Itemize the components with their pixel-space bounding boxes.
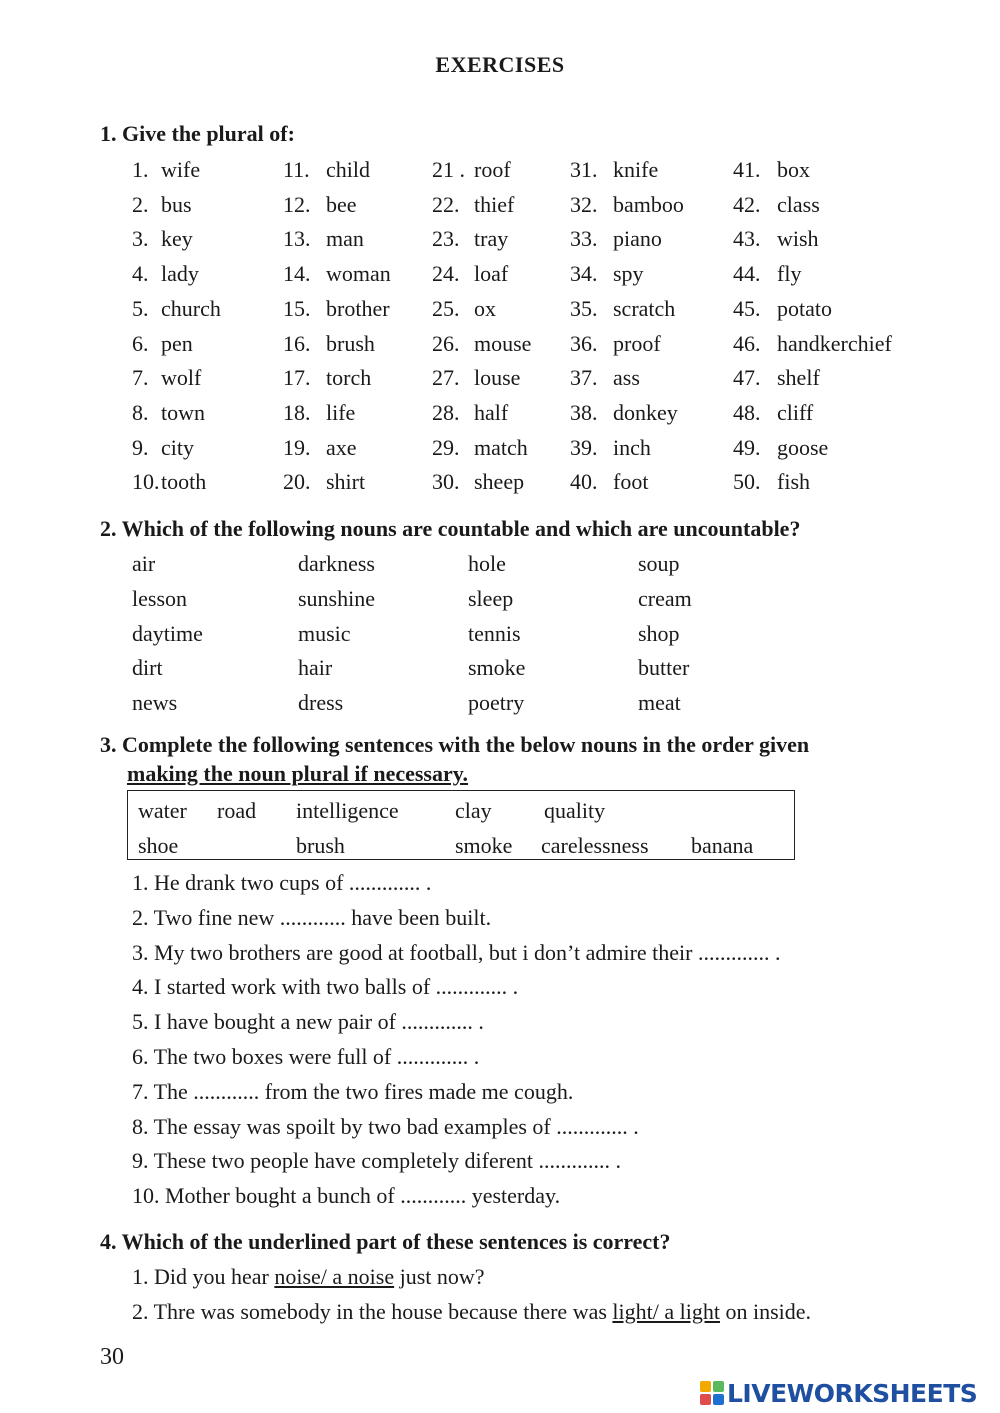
word-bank-item: carelessness (541, 833, 649, 858)
plural-word: roof (474, 157, 511, 182)
plural-word: tray (474, 226, 509, 252)
sentence-text: just now? (394, 1264, 485, 1289)
word-bank-item: smoke (455, 833, 513, 858)
plural-word: ox (474, 295, 496, 321)
sentence-text: 2. Thre was somebody in the house because there was (132, 1299, 613, 1324)
item-number: 44. (733, 261, 761, 287)
plural-word: life (326, 399, 356, 425)
item-number: 2. (132, 191, 149, 217)
item-number: 31. (570, 157, 598, 182)
word-bank-item: banana (691, 833, 754, 858)
item-number: 17. (283, 365, 311, 391)
plural-word: knife (613, 157, 659, 182)
word-bank-item: clay (455, 798, 492, 823)
item-number: 37. (570, 365, 598, 391)
item-number: 10. (132, 469, 160, 495)
plural-word: wolf (161, 365, 202, 391)
plural-word: town (161, 399, 205, 425)
plural-word: brush (326, 330, 375, 356)
item-number: 12. (283, 191, 311, 217)
sentence-text: on inside. (719, 1299, 812, 1324)
brand-name: LIVEWORKSHEETS (727, 1378, 978, 1408)
item-number: 4. (132, 261, 149, 287)
exercise-2-heading: 2. Which of the following nouns are countable and which are uncountable? (100, 516, 801, 541)
plural-word: match (474, 434, 528, 460)
plural-word: lady (161, 261, 199, 287)
item-number: 40. (570, 469, 598, 495)
item-number: 33. (570, 226, 598, 252)
item-number: 46. (733, 330, 761, 356)
exercise-3-heading-line1: 3. Complete the following sentences with the below nouns in the order given (100, 732, 810, 757)
fill-in-sentence: 3. My two brothers are good at football, but i don’t admire their ............. . (132, 939, 781, 965)
fill-in-sentence: 10. Mother bought a bunch of ............ yesterday. (132, 1183, 561, 1209)
plural-word: spy (613, 261, 644, 287)
plural-word: fish (777, 469, 810, 495)
plural-word: brother (326, 295, 390, 321)
plural-word: woman (326, 261, 391, 287)
logo-square (713, 1394, 724, 1405)
exercise-1-heading: 1. Give the plural of: (100, 121, 295, 146)
liveworksheets-brand[interactable] (700, 1378, 977, 1408)
item-number: 15. (283, 295, 311, 321)
item-number: 1. (132, 157, 149, 182)
item-number: 22. (432, 191, 460, 217)
item-number: 27. (432, 365, 460, 391)
plural-word: scratch (613, 295, 676, 321)
plural-word: bee (326, 191, 357, 217)
plural-word: potato (777, 295, 832, 321)
item-number: 39. (570, 434, 598, 460)
item-number: 16. (283, 330, 311, 356)
word-bank-item: intelligence (296, 798, 399, 823)
noun-word: music (298, 620, 351, 646)
noun-word: poetry (468, 690, 525, 716)
item-number: 11. (283, 157, 310, 182)
item-number: 50. (733, 469, 761, 495)
fill-in-sentence: 1. He drank two cups of ............. . (132, 870, 432, 895)
item-number: 23. (432, 226, 460, 252)
exercise-3-heading-line2-text: making the noun plural if necessary. (127, 761, 469, 786)
noun-word: shop (638, 620, 680, 646)
logo-square (700, 1381, 711, 1392)
item-number: 30. (432, 469, 460, 495)
noun-word: cream (638, 585, 692, 611)
logo-square (713, 1381, 724, 1392)
plural-word: shelf (777, 365, 820, 391)
fill-in-sentence: 5. I have bought a new pair of ............. . (132, 1009, 484, 1035)
item-number: 42. (733, 191, 761, 217)
plural-word: pen (161, 330, 193, 356)
item-number: 21 . (432, 157, 465, 182)
item-number: 9. (132, 434, 149, 460)
word-bank-item: water (138, 798, 187, 823)
plural-word: loaf (474, 261, 509, 287)
plural-word: tooth (161, 469, 207, 495)
choice-sentence-1 (132, 1264, 485, 1290)
plural-word: key (161, 226, 193, 252)
item-number: 6. (132, 330, 149, 356)
fill-in-sentence: 2. Two fine new ............ have been built. (132, 904, 492, 930)
item-number: 20. (283, 469, 311, 495)
plural-word: cliff (777, 399, 814, 425)
fill-in-sentence: 8. The essay was spoilt by two bad examples of ............. . (132, 1113, 639, 1139)
noun-word: smoke (468, 655, 526, 681)
word-bank-item: road (217, 798, 257, 823)
plural-word: church (161, 295, 221, 321)
item-number: 43. (733, 226, 761, 252)
plural-word: bus (161, 191, 192, 217)
item-number: 29. (432, 434, 460, 460)
sentence-text: 1. Did you hear (132, 1264, 275, 1289)
plural-word: goose (777, 434, 829, 460)
plural-word: wish (777, 226, 819, 252)
item-number: 48. (733, 399, 761, 425)
item-number: 3. (132, 226, 149, 252)
noun-word: hole (468, 551, 506, 576)
plural-word: piano (613, 226, 662, 252)
noun-word: butter (638, 655, 690, 681)
plural-word: thief (474, 191, 515, 217)
item-number: 34. (570, 261, 598, 287)
plural-word: axe (326, 434, 357, 460)
plural-word: ass (613, 365, 640, 391)
plural-word: child (326, 157, 370, 182)
item-number: 47. (733, 365, 761, 391)
plural-word: box (777, 157, 810, 182)
plural-word: half (474, 399, 509, 425)
choice-sentence-2 (132, 1299, 811, 1325)
item-number: 38. (570, 399, 598, 425)
page-title: EXERCISES (435, 52, 565, 77)
plural-word: inch (613, 434, 651, 460)
item-number: 49. (733, 434, 761, 460)
fill-in-sentence: 4. I started work with two balls of ............. . (132, 974, 519, 1000)
fill-in-sentence: 9. These two people have completely diferent ............. . (132, 1148, 621, 1174)
noun-word: soup (638, 551, 680, 576)
noun-word: darkness (298, 551, 375, 576)
item-number: 35. (570, 295, 598, 321)
noun-word: air (132, 551, 156, 576)
plural-word: proof (613, 330, 661, 356)
plural-word: wife (161, 157, 201, 182)
noun-word: dress (298, 690, 344, 716)
plural-word: torch (326, 365, 372, 391)
word-bank-item: quality (544, 798, 606, 823)
underlined-choice[interactable]: noise/ a noise (274, 1264, 395, 1289)
plural-word: shirt (326, 469, 366, 495)
plural-word: bamboo (613, 191, 684, 217)
noun-word: meat (638, 690, 681, 716)
noun-word: sunshine (298, 585, 375, 611)
item-number: 28. (432, 399, 460, 425)
plural-word: mouse (474, 330, 532, 356)
plural-word: handkerchief (777, 330, 892, 356)
item-number: 19. (283, 434, 311, 460)
word-bank-item: brush (296, 833, 345, 858)
item-number: 41. (733, 157, 761, 182)
item-number: 5. (132, 295, 149, 321)
exercise-3-heading-line2 (127, 761, 468, 787)
noun-word: news (132, 690, 178, 716)
plural-word: city (161, 434, 194, 460)
item-number: 18. (283, 399, 311, 425)
plural-word: donkey (613, 399, 678, 425)
item-number: 25. (432, 295, 460, 321)
noun-word: tennis (468, 620, 521, 646)
item-number: 26. (432, 330, 460, 356)
plural-word: sheep (474, 469, 525, 495)
fill-in-sentence: 7. The ............ from the two fires made me cough. (132, 1078, 574, 1104)
page-number: 30 (100, 1344, 124, 1370)
underlined-choice[interactable]: light/ a light (612, 1299, 720, 1324)
exercise-4-heading: 4. Which of the underlined part of these sentences is correct? (100, 1229, 671, 1254)
noun-word: dirt (132, 655, 163, 681)
noun-word: daytime (132, 620, 203, 646)
item-number: 7. (132, 365, 149, 391)
item-number: 32. (570, 191, 598, 217)
item-number: 14. (283, 261, 311, 287)
item-number: 24. (432, 261, 460, 287)
item-number: 45. (733, 295, 761, 321)
noun-word: lesson (132, 585, 187, 611)
fill-in-sentence: 6. The two boxes were full of ............. . (132, 1044, 480, 1069)
plural-word: fly (777, 261, 802, 287)
word-bank-box (127, 790, 795, 860)
word-bank-item: shoe (138, 833, 179, 858)
logo-square (700, 1394, 711, 1405)
item-number: 8. (132, 399, 149, 425)
noun-word: sleep (468, 585, 514, 611)
item-number: 13. (283, 226, 311, 252)
liveworksheets-logo-icon (700, 1381, 724, 1405)
item-number: 36. (570, 330, 598, 356)
noun-word: hair (298, 655, 333, 681)
plural-word: class (777, 191, 820, 217)
plural-word: louse (474, 365, 521, 391)
plural-word: man (326, 226, 364, 252)
plural-word: foot (613, 469, 649, 495)
